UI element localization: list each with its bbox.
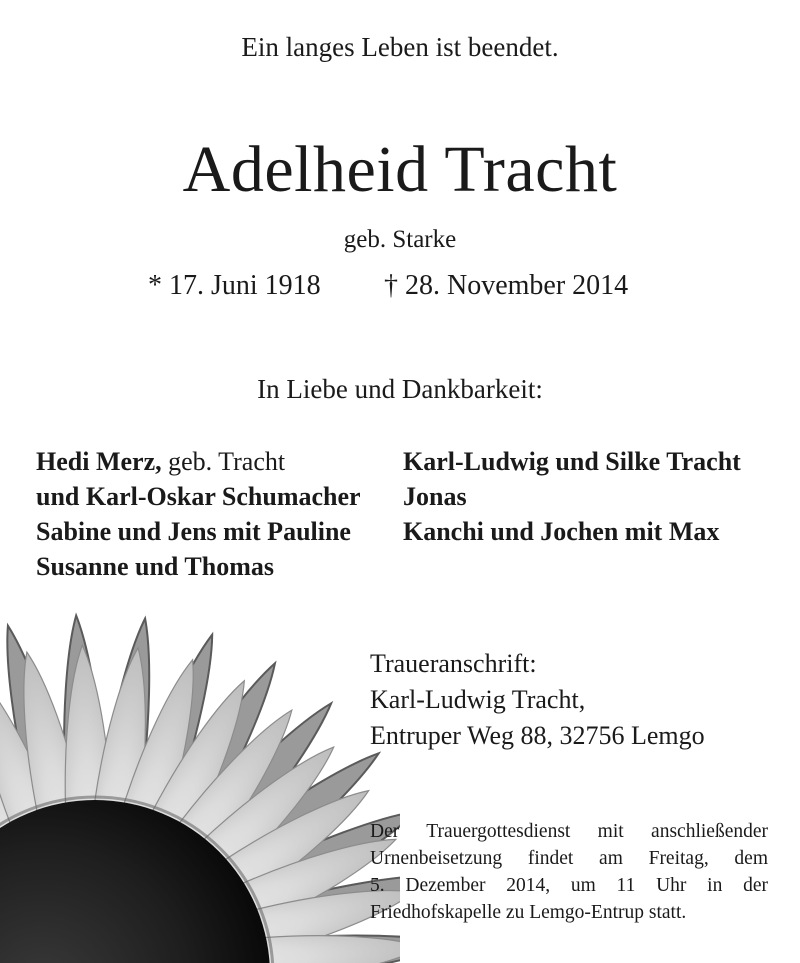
death-date: † 28. November 2014	[384, 270, 629, 301]
mourning-address	[370, 646, 705, 754]
funeral-service-info	[370, 818, 768, 926]
service-line: Urnenbeisetzung findet am Freitag, dem	[370, 848, 768, 869]
mourner-line: Sabine und Jens mit Pauline	[36, 517, 351, 546]
mourners-right	[403, 444, 741, 549]
service-line: 5. Dezember 2014, um 11 Uhr in der	[370, 875, 768, 896]
service-line: Der Trauergottesdienst mit anschließender	[370, 821, 768, 842]
mourners-left	[36, 444, 361, 584]
address-name: Karl-Ludwig Tracht,	[370, 685, 586, 714]
sunflower-image	[0, 580, 400, 963]
mourner-line: Susanne und Thomas	[36, 552, 274, 581]
thanks-line: In Liebe und Dankbarkeit:	[257, 374, 543, 404]
mourner-line: Kanchi und Jochen mit Max	[403, 517, 720, 546]
service-line: Friedhofskapelle zu Lemgo-Entrup statt.	[370, 902, 687, 923]
mourner-line: und Karl-Oskar Schumacher	[36, 482, 361, 511]
address-label: Traueranschrift:	[370, 649, 537, 678]
mourner-line: Karl-Ludwig und Silke Tracht	[403, 447, 741, 476]
mourner-line: Jonas	[403, 482, 467, 511]
intro-line: Ein langes Leben ist beendet.	[241, 32, 559, 62]
birth-date: * 17. Juni 1918	[148, 270, 321, 301]
mourner-line: Hedi Merz, geb. Tracht	[36, 447, 286, 476]
address-street: Entruper Weg 88, 32756 Lemgo	[370, 721, 705, 750]
deceased-name: Adelheid Tracht	[182, 133, 618, 206]
maiden-name: geb. Starke	[343, 226, 457, 253]
